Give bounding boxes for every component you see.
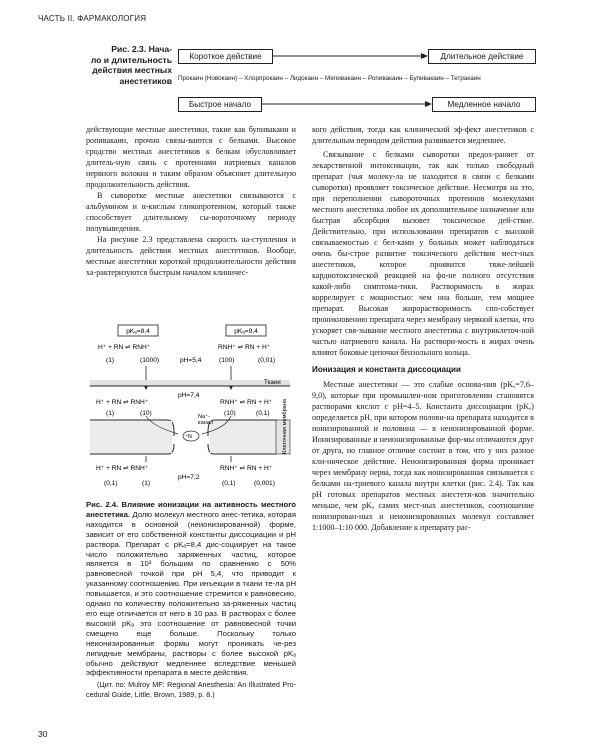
equation-top-left: H⁺ + RN ⇌ RNH⁺ [98,344,151,351]
ph-value: pH=7,2 [178,474,200,481]
figure-2-4-caption [86,500,296,700]
channel-label: канал [198,420,214,426]
tissue-label: Ткани [264,379,281,386]
pka-right: pKₐ=9,4 [234,328,258,335]
channel-molecule: ⁺N [185,434,192,440]
count: (0,001) [254,480,275,487]
box-long-action: Длительное действие [428,49,536,64]
count: (0,1) [104,480,118,487]
na-label: Na⁺- [198,414,210,420]
equation-mid-left: H⁺ + RN ⇌ RNH⁺ [96,399,149,406]
caption-source: (Цит. по: Mulroy MF: Regional Anesthesia: An Illustrated Pro-cedural Guide, Little, Brown, 1989, p. 8.) [86,680,296,700]
paragraph: На рисунке 2.3 представлена скорость на-ступления и длительность действия местных анестетиков. Вообще, местные анестетики короткой продолжительности действия ха-рактеризуются быстрым началом клиничес- [86,235,296,277]
caption-body: Долю молекул местного анес-тетика, которая находится в основной (неионизированной) форме, зависит от его собственной константы диссоциации и pH раствора. Препарат с pKₐ=8,4 дис-социирует на такое число положительно заряженных частиц, которое является в 10³ большим по сравнению с 50% равновесной точкой при pH 5,4, что приводит к указанному соотношению. При инъекции в ткани те-ла pH повышается, и это соотношение стремится к равновесию, однако по количеству положительно за-ряженных частиц его еще отличается от него в 10 раз. В растворах с более высокой pKₐ это соотношение от равновесной точки смещено еще больше. Поскольку только неионизированные формы могут проникать че-рез липидные мембраны, растворы с более высокой pKₐ обычно действуют медленнее вследствие меньшей эффективности препарата в месте действия. [86,509,296,678]
equation-bot-right: RNH⁺ ⇌ RN + H⁺ [220,465,273,472]
paragraph: кого действия, тогда как клинический эф-фект анестетиков с длительным периодом действия развивается медленнее. [312,125,534,145]
equation-bot-left: H⁺ + RN ⇌ RNH⁺ [96,465,149,472]
count: (1000) [140,357,160,364]
box-short-action: Короткое действие [178,49,273,64]
page-number: 30 [38,729,48,739]
count: (1) [142,480,151,487]
count: (0,1) [256,410,270,417]
box-fast-onset: Быстрое начало [178,97,262,112]
right-column-text [312,124,534,533]
paragraph: В сыворотке местные анестетики связываются с альбумином и α-кислым гликопротеином, который также способствует длительному сы-вороточному периоду полувыведения. [86,191,296,233]
count: (0,01) [258,357,276,364]
caption-line: анестетиков [119,75,172,86]
count: (10) [224,410,236,417]
paragraph: Связывание с белками сыворотки предох-раняет от лекарственной интоксикации, так как только свободный препарат (чья молеку-ла не находится в связи с белками сыворотки) проявляет токсическое действие. Несмотря на это, при переполнении сывороточных протеинов молекулами местного анестетика любое их дополнительное назначение или быстрая абсорбция вызовет токсическое дей-ствие. Действительно, при использовании препаратов с высокой связываемостью с бел-ками у больных может наблюдаться очень бы-строе развитие токсического действия мест-ных анестетиков, которое проявится тяже-лейшей кардиотоксической реакцией на фо-не полного отсутствия какой-либо симптома-тики. Растворимость в жирах коррелирует с мощностью: чем она больше, тем мощнее препарат. Высокая жирорастворимость спо-собствует проникновению препарата через мембрану нервной клетки, что ускоряет свя-зывание местного анестетика с внутриклеточ-ной частью натриевого канала. На раствори-мость в жирах очень влияют боковые цепочки бензольного кольца. [312,150,534,357]
caption-text [86,500,296,678]
anesthetic-sequence: Прокаин (Новокаин) – Хлорпрокаин – Лидокаин – Мепивакаин – Ропивакаин – Бупивакаин – Тетракаин [178,75,481,82]
caption-line: Рис. 2.3. Нача- [111,44,172,54]
running-head: ЧАСТЬ II. ФАРМАКОЛОГИЯ [38,14,147,23]
ph-value: pH=5,4 [180,357,202,364]
equation-mid-right: RNH⁺ ⇌ RN + H⁺ [220,399,273,406]
count: (0,1) [222,480,236,487]
ph-value: pH=7,4 [178,392,200,399]
count: (1) [106,357,115,364]
paragraph: Местные анестетики — это слабые основа-ния (pKₐ=7,6–9,0), которые при промышлен-ном приготовлении становятся растворами кислот с pH=4–5. Константа диссоциации (pKₐ) определяется pH, при котором полови-на препарата находится в ионизированной и половина — в неионизированной форме. Ионизированные и неионизированные фор-мы отличаются друг от друга, но главное отличие состоит в том, что у них разное кли-ническое действие. Неионизированная форма проникает через мембрану нерва, тогда как ионизированная связывается с белками на-триевого канала внутри клетки (рис. 2.4). Так как pH готовых препаратов местных анестети-ков значительно меньше, чем pKₐ самих мест-ных анестетиков, соотношение ионизирован-ных и неионизированных молекул составляет 1:1000–1:10 000. Добавление к препарату рас- [312,380,534,532]
equation-top-right: RNH⁺ ⇌ RN + H⁺ [218,344,271,351]
paragraph: действующие местные анестетики, такие как бупивакаин и ропивакаин, прочно связы-ваются с белками. Высокое сродство местных анестетиков к белкам обусловливает длитель-ную связь с протеинами натриевых каналов нервного волокна и таким образом объясняет длительную продолжительность действия. [86,125,296,189]
box-slow-onset: Медленное начало [432,97,536,112]
count: (100) [219,357,235,364]
caption-line: ло и длительность [90,54,172,65]
membrane-label: Клеточная мембрана [282,399,288,454]
caption-line: действия местных [92,65,172,75]
figure-2-4-diagram [86,322,298,492]
section-heading: Ионизация и константа диссоциации [312,365,461,374]
pka-left: pKₐ=8,4 [126,328,150,335]
count: (1) [106,410,115,417]
count: (10) [140,410,152,417]
caption-title: Рис. 2.4. Влияние ионизации на активность местного анестетика. [86,500,296,519]
left-column-text [86,124,296,278]
